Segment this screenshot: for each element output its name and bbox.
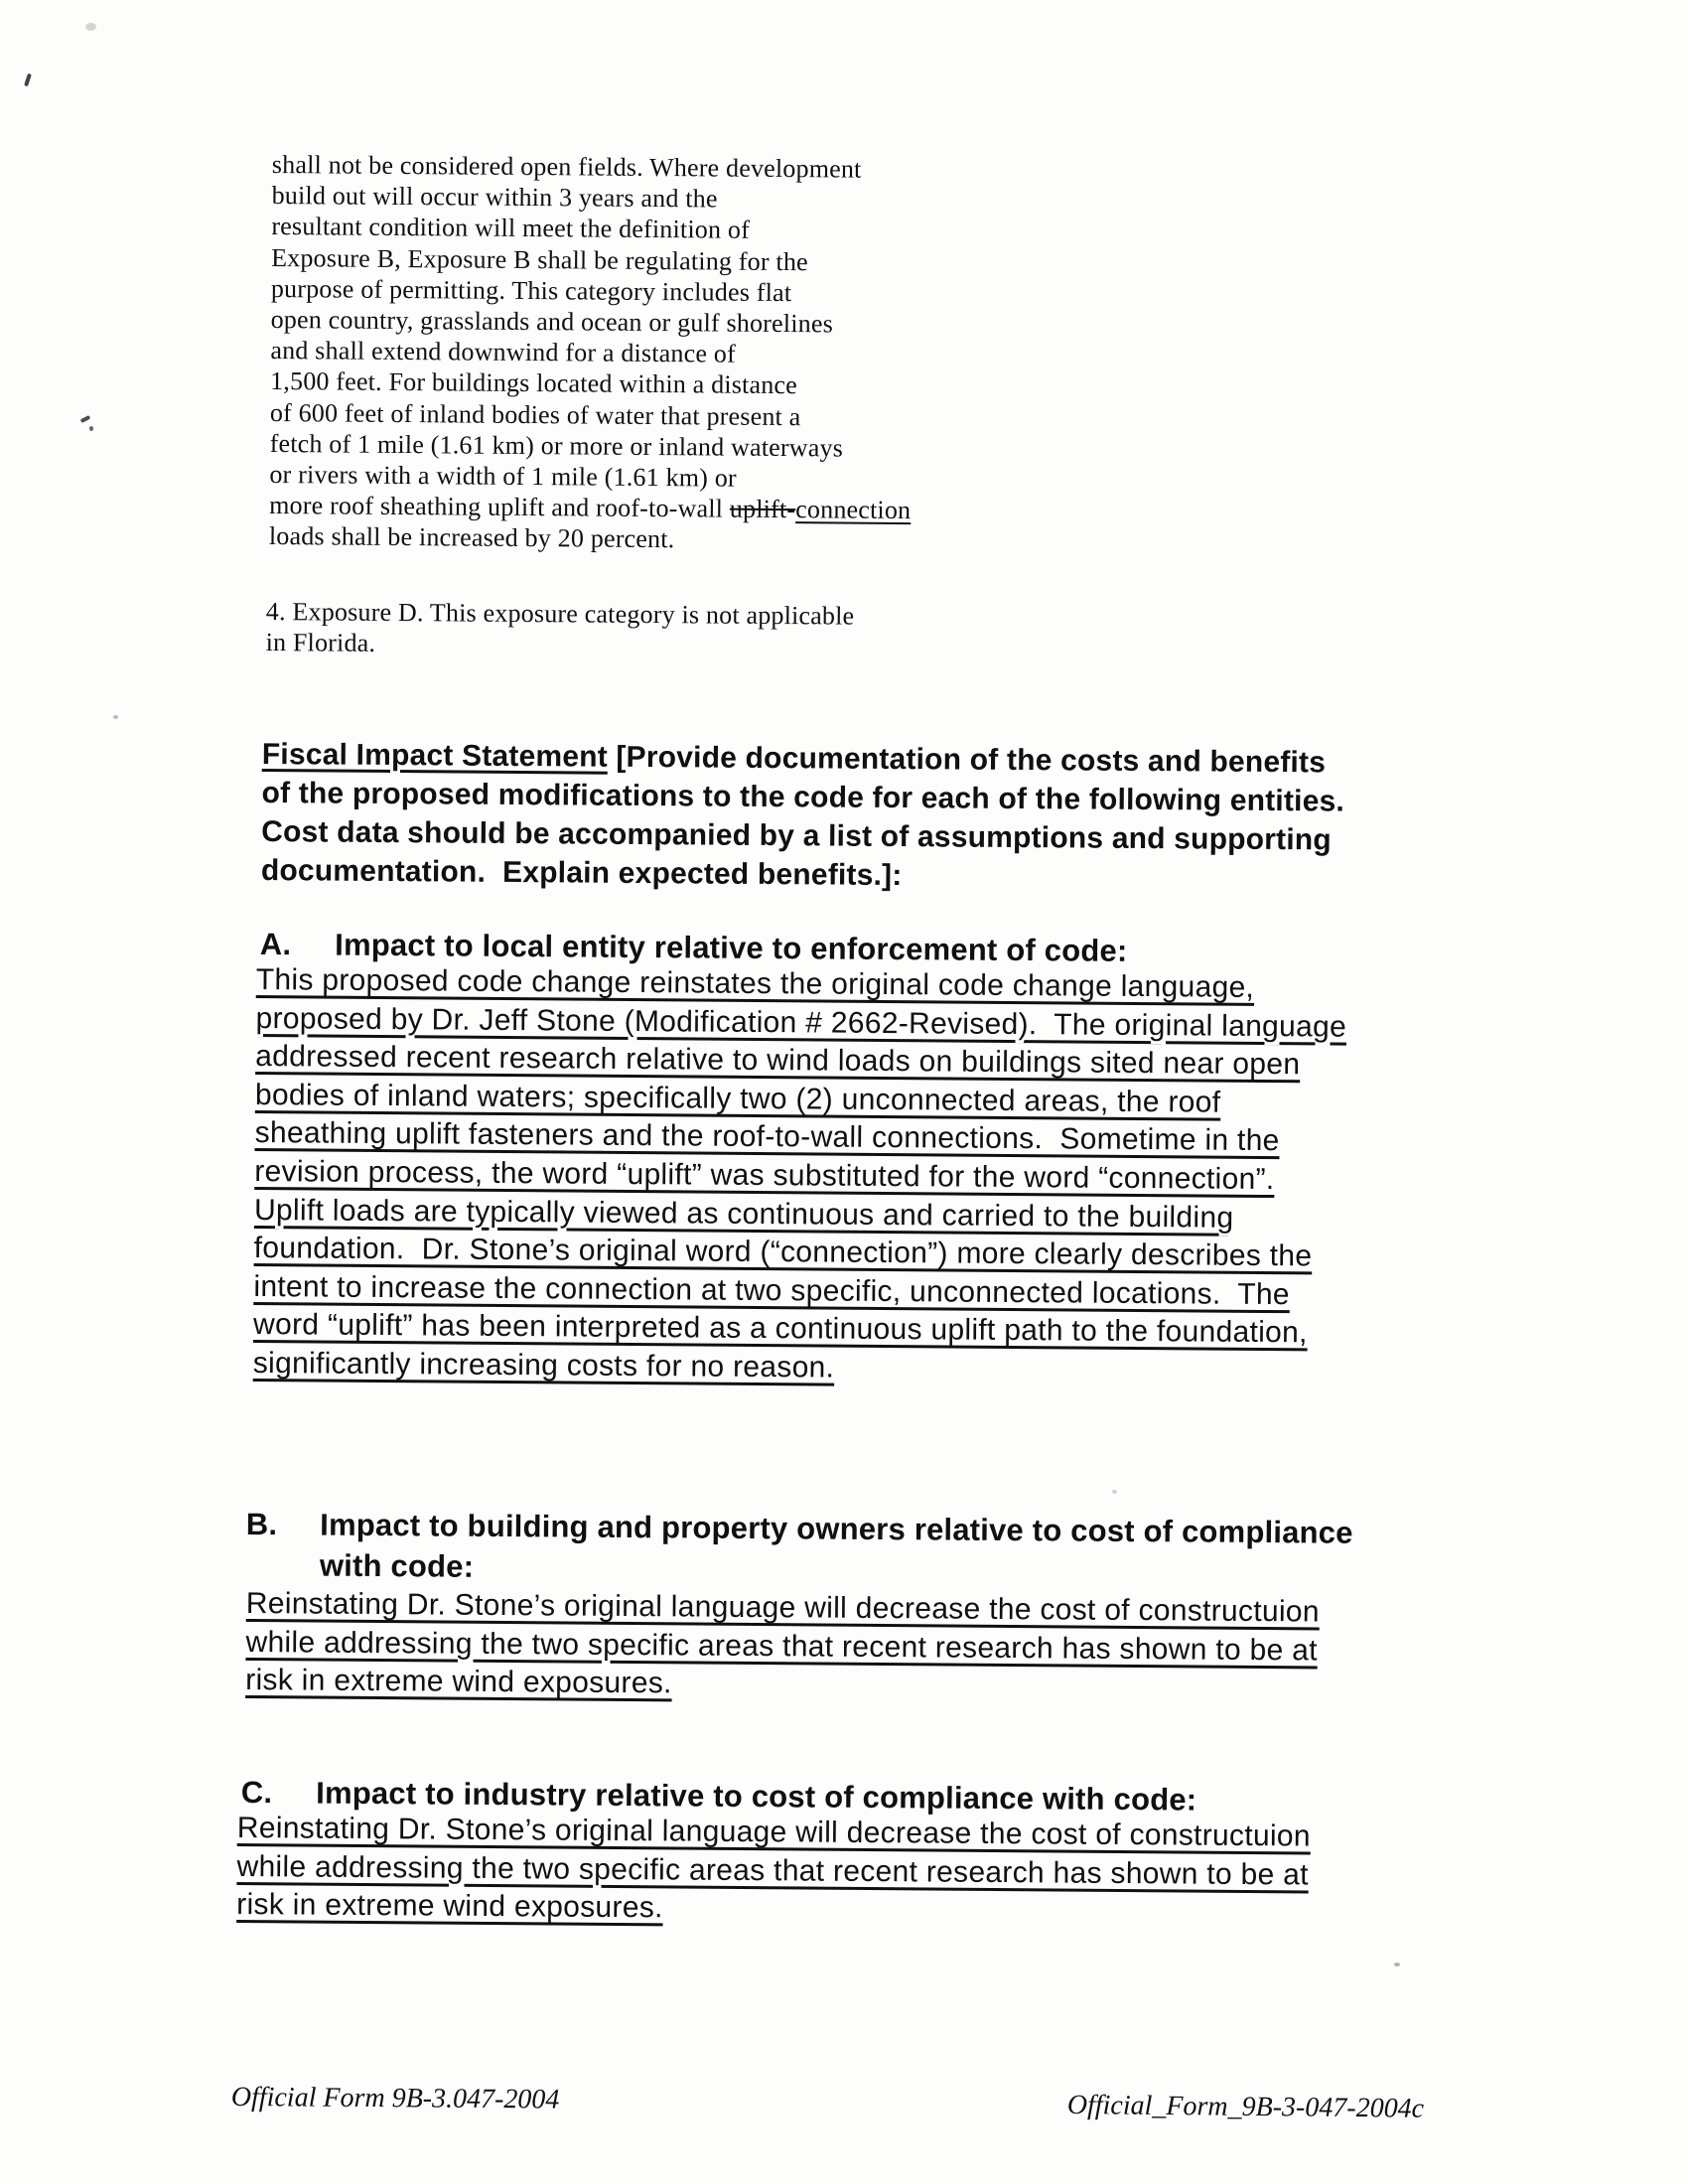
text-line: Reinstating Dr. Stone’s original language will decrease the cost of constructuion xyxy=(236,1811,1311,1853)
text-line: loads shall be increased by 20 percent. xyxy=(268,521,675,554)
scan-speck xyxy=(113,715,118,719)
section-c-body-lines xyxy=(236,1810,1311,1933)
section-b-label: B. xyxy=(245,1506,278,1542)
text-line: of 600 feet of inland bodies of water that present a xyxy=(269,397,801,431)
section-b-heading xyxy=(245,1504,1352,1594)
text-line: Uplift loads are typically viewed as continuous and carried to the building xyxy=(253,1193,1234,1235)
text-line: sheathing uplift fasteners and the roof-to-wall connections. Sometime in the xyxy=(254,1116,1280,1158)
text-line: Impact to industry relative to cost of compliance with code: xyxy=(316,1775,1197,1818)
exposure-d-lines xyxy=(266,596,855,662)
fiscal-impact-statement xyxy=(261,735,1345,899)
text-line: 4. Exposure D. This exposure category is not applicable xyxy=(265,596,855,631)
fiscal-impact-instructions-start: [Provide documentation of the costs and benefits xyxy=(607,740,1327,780)
scan-speck xyxy=(89,426,93,431)
uplift-connection-edit-line xyxy=(269,490,911,525)
text-line: resultant condition will meet the definition of xyxy=(271,212,751,245)
text-line: Cost data should be accompanied by a list of assumptions and supporting xyxy=(261,814,1333,857)
section-b-heading-text xyxy=(320,1505,1353,1594)
section-a-body xyxy=(253,961,1347,1391)
scan-speck xyxy=(1112,1490,1117,1494)
scan-speck xyxy=(85,23,96,31)
scan-speck xyxy=(24,73,32,87)
scan-speck xyxy=(80,415,91,423)
text-line: risk in extreme wind exposures. xyxy=(245,1664,672,1700)
inserted-word-connection: connection xyxy=(795,495,912,525)
text-line: revision process, the word “uplift” was substituted for the word “connection”. xyxy=(254,1154,1275,1197)
text-line: in Florida. xyxy=(265,628,376,658)
exposure-b-paragraph-lines xyxy=(269,149,914,495)
text-line: Impact to building and property owners relative to cost of compliance xyxy=(320,1507,1353,1550)
text-line: or rivers with a width of 1 mile (1.61 km) or xyxy=(269,460,737,493)
text-line: fetch of 1 mile (1.61 km) or more or inland waterways xyxy=(269,428,844,463)
text-line: word “uplift” has been interpreted as a continuous uplift path to the foundation, xyxy=(252,1308,1308,1350)
section-b-body xyxy=(245,1585,1320,1708)
text-line: addressed recent research relative to wind loads on buildings sited near open xyxy=(255,1040,1301,1082)
section-a-label: A. xyxy=(259,926,292,962)
struck-word-uplift: uplift- xyxy=(729,494,796,524)
footer-form-number-left: Official Form 9B-3.047-2004 xyxy=(230,2082,560,2115)
fiscal-impact-instructions xyxy=(261,774,1344,899)
text-line: Impact to local entity relative to enforcement of code: xyxy=(335,927,1128,968)
text-line: build out will occur within 3 years and the xyxy=(271,181,718,214)
text-line: intent to increase the connection at two specific, unconnected locations. The xyxy=(253,1269,1291,1311)
text-line: 1,500 feet. For buildings located within a distance xyxy=(270,366,798,400)
text-line: This proposed code change reinstates the original code change language, xyxy=(255,962,1255,1004)
text-line: and shall extend downwind for a distance of xyxy=(270,336,737,368)
exposure-b-paragraph xyxy=(269,149,914,557)
text-line: bodies of inland waters; specifically two (2) unconnected areas, the roof xyxy=(254,1078,1221,1119)
text-line: Exposure B, Exposure B shall be regulating for the xyxy=(271,242,808,276)
text-line: shall not be considered open fields. Where development xyxy=(271,149,862,184)
fiscal-impact-title: Fiscal Impact Statement xyxy=(261,737,609,774)
section-c-body xyxy=(236,1810,1311,1933)
text-line: while addressing the two specific areas that recent research has shown to be at xyxy=(236,1849,1309,1892)
text-line: significantly increasing costs for no reason. xyxy=(252,1346,835,1384)
text-line: Reinstating Dr. Stone’s original language will decrease the cost of constructuion xyxy=(245,1586,1320,1629)
exposure-b-paragraph-end xyxy=(269,520,911,556)
text-line: while addressing the two specific areas that recent research has shown to be at xyxy=(245,1625,1318,1668)
text-line: proposed by Dr. Jeff Stone (Modification # 2662-Revised). The original language xyxy=(255,1001,1347,1044)
scan-speck xyxy=(1394,1963,1400,1966)
text-line: risk in extreme wind exposures. xyxy=(236,1888,663,1925)
section-b-body-lines xyxy=(245,1585,1320,1708)
text-line: of the proposed modifications to the code for each of the following entities. xyxy=(261,776,1345,818)
text-line: open country, grasslands and ocean or gulf shorelines xyxy=(270,305,834,339)
text-line: documentation. Explain expected benefits.]: xyxy=(260,853,903,893)
footer-form-number-right: Official_Form_9B-3-047-2004c xyxy=(1066,2090,1425,2124)
section-a-body-lines xyxy=(253,961,1347,1391)
text-line: with code: xyxy=(319,1547,475,1584)
edit-line-prefix: more roof sheathing uplift and roof-to-wall xyxy=(269,491,730,523)
text-line: foundation. Dr. Stone’s original word (“connection”) more clearly describes the xyxy=(253,1232,1313,1273)
section-c-label: C. xyxy=(240,1774,273,1811)
text-line: purpose of permitting. This category includes flat xyxy=(270,273,792,307)
exposure-d-note xyxy=(266,596,855,662)
